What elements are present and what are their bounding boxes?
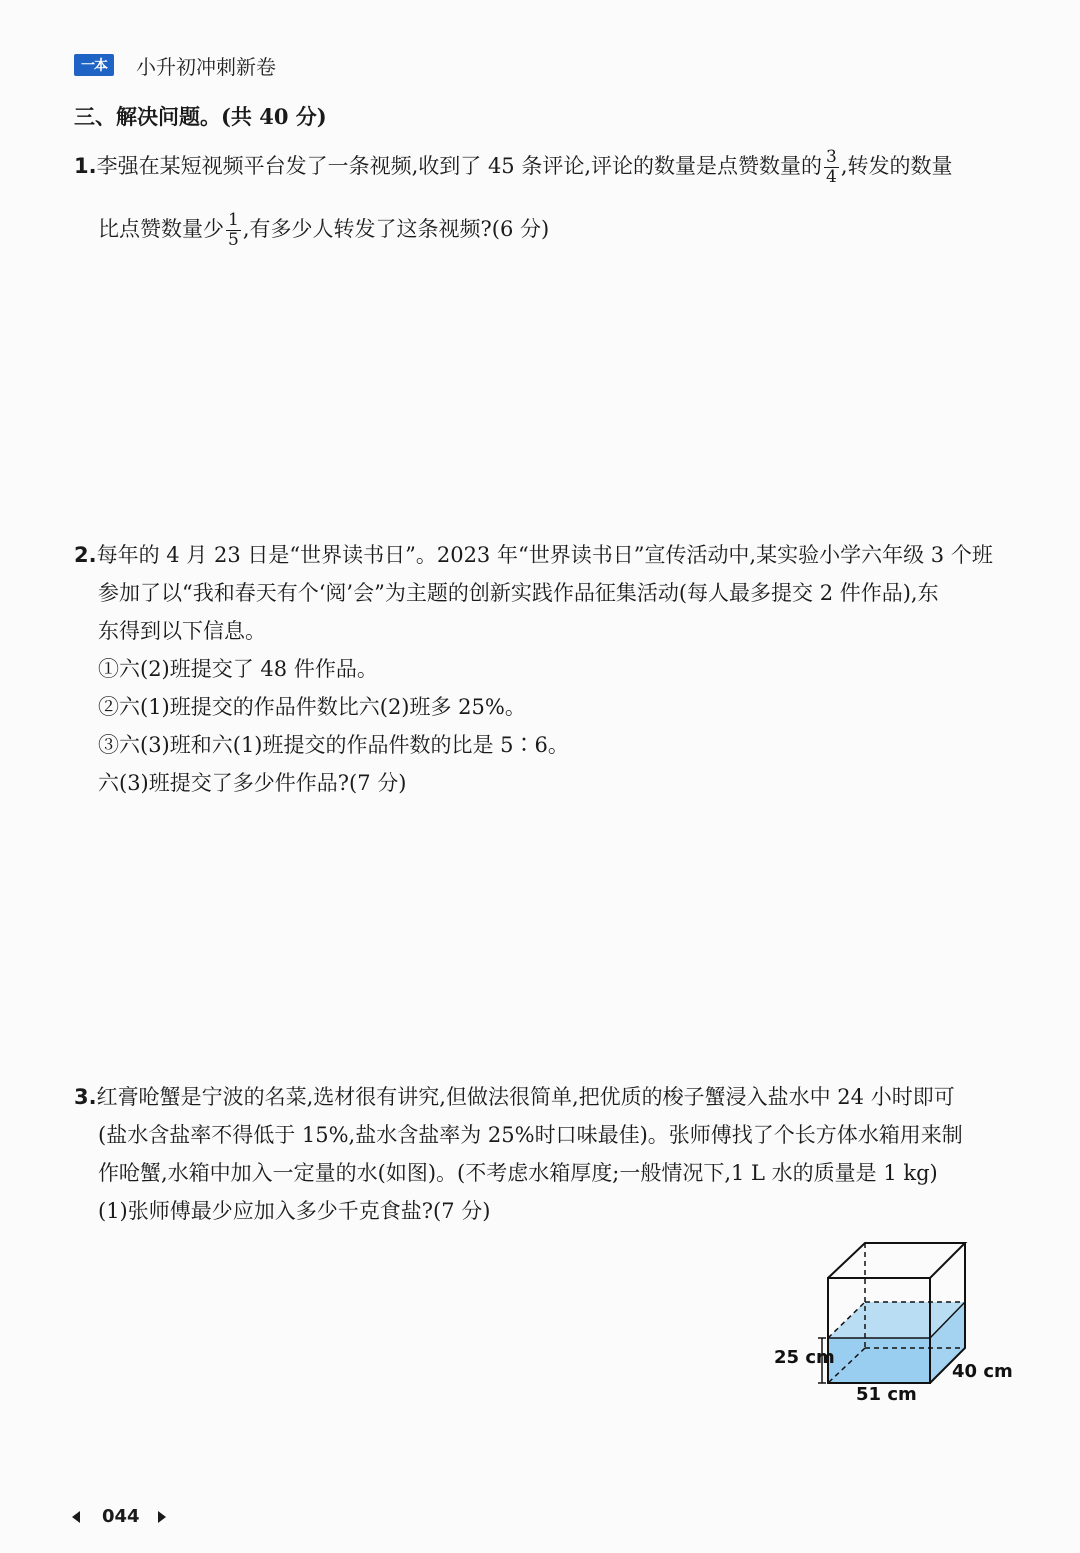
info-item-1: ①六(2)班提交了 48 件作品。 xyxy=(98,657,378,681)
question-1-line-2 xyxy=(98,210,549,249)
info-item-3: ③六(3)班和六(1)班提交的作品件数的比是 5∶6。 xyxy=(98,733,569,757)
page-footer xyxy=(72,1506,166,1527)
water-tank-figure xyxy=(770,1235,1020,1415)
question-text: ,转发的数量 xyxy=(840,154,953,178)
question-2 xyxy=(74,536,993,802)
question-line: 参加了以“我和春天有个‘阅’会”为主题的创新实践作品征集活动(每人最多提交 2 件作品),东 xyxy=(98,581,939,605)
fraction-denominator: 4 xyxy=(826,167,837,187)
question-number: 3. xyxy=(74,1085,97,1109)
previous-arrow-icon xyxy=(72,1511,80,1523)
page-number: 044 xyxy=(102,1506,140,1527)
sub-question-1: (1)张师傅最少应加入多少千克食盐?(7 分) xyxy=(98,1199,491,1223)
brand-logo: 一本 xyxy=(74,54,114,76)
fraction xyxy=(226,212,241,249)
question-line: (盐水含盐率不得低于 15%,盐水含盐率为 25%时口味最佳)。张师傅找了个长方体水箱用来制 xyxy=(98,1123,963,1147)
question-text: 每年的 4 月 23 日是“世界读书日”。2023 年“世界读书日”宣传活动中,某实验小学六年级 3 个班 xyxy=(96,543,993,567)
height-label: 25 cm xyxy=(774,1347,835,1368)
fraction-numerator: 3 xyxy=(826,147,837,167)
series-title: 小升初冲刺新卷 xyxy=(136,54,276,79)
length-label: 51 cm xyxy=(856,1384,917,1405)
page-header xyxy=(74,52,276,78)
next-arrow-icon xyxy=(158,1511,166,1523)
question-number: 2. xyxy=(74,543,97,567)
depth-label: 40 cm xyxy=(952,1361,1013,1382)
fraction xyxy=(824,149,839,186)
water-front-face xyxy=(828,1338,930,1383)
question-line xyxy=(74,1078,963,1116)
question-text: 红膏呛蟹是宁波的名菜,选材很有讲究,但做法很简单,把优质的梭子蟹浸入盐水中 24 小时即可 xyxy=(96,1085,955,1109)
question-text: 李强在某短视频平台发了一条视频,收到了 45 条评论,评论的数量是点赞数量的 xyxy=(96,154,823,178)
question-line xyxy=(74,536,993,574)
info-item-2: ②六(1)班提交的作品件数比六(2)班多 25%。 xyxy=(98,695,526,719)
question-3 xyxy=(74,1078,963,1230)
fraction-numerator: 1 xyxy=(228,210,239,230)
question-line: 东得到以下信息。 xyxy=(98,619,266,643)
question-text: ,有多少人转发了这条视频?(6 分) xyxy=(242,217,550,241)
question-text: 比点赞数量少 xyxy=(98,217,224,241)
section-title: 三、解决问题。(共 40 分) xyxy=(74,104,327,129)
question-number: 1. xyxy=(74,154,97,178)
question-prompt: 六(3)班提交了多少件作品?(7 分) xyxy=(98,771,407,795)
question-1-line-1 xyxy=(74,147,953,186)
question-line: 作呛蟹,水箱中加入一定量的水(如图)。(不考虑水箱厚度;一般情况下,1 L 水的质量是 1 kg) xyxy=(98,1161,938,1185)
tank-top-edge xyxy=(828,1243,965,1278)
fraction-denominator: 5 xyxy=(228,230,239,250)
